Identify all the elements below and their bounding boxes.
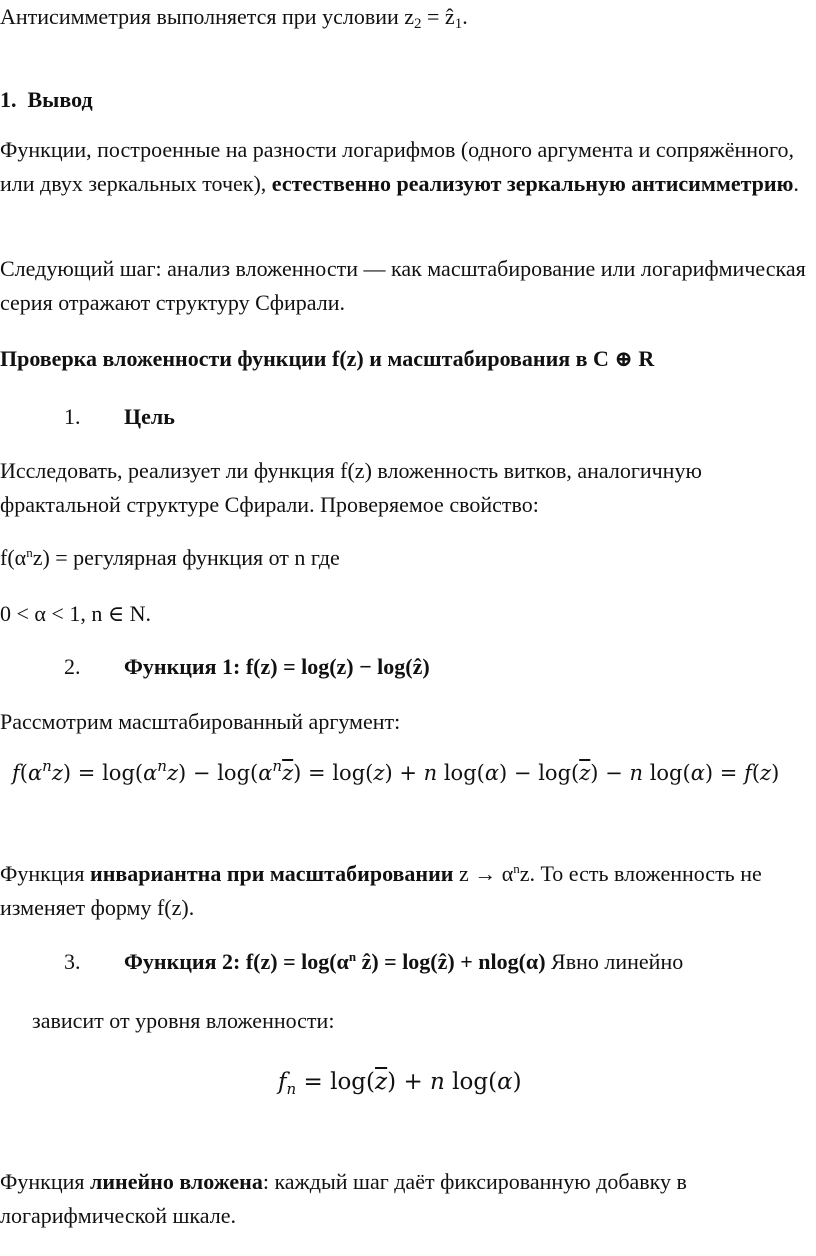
paragraph-next-step: Следующий шаг: анализ вложенности — как масштабирование или логарифмическая серия отражают структуру Сфирали. xyxy=(0,256,806,315)
paragraph-goal: Исследовать, реализует ли функция f(z) вложенность витков, аналогичную фрактальной структуре Сфирали. Проверяемое свойство: xyxy=(0,458,702,517)
paragraph-conclusion: Функции, построенные на разности логарифмов (одного аргумента и сопряжённого, или двух зеркальных точек), естественно реализуют зеркальную антисимметрию. xyxy=(0,137,799,196)
paragraph-invariant: Функция инвариантна при масштабировании $z \to \alpha^nz$. То есть вложенность не изменяет форму f(z). xyxy=(0,861,762,920)
paragraph-depends: зависит от уровня вложенности: xyxy=(32,1008,335,1033)
list-item-goal: 1. Цель xyxy=(64,404,175,429)
list-item-function-2: 3. Функция 2: $f(z) = \log(\alpha^n$ ẑ) = log(ẑ) + nlog(α) Явно линейно xyxy=(64,949,684,974)
intro-line: Антисимметрия выполняется при условии $z_2$ = ẑ$_1$. xyxy=(0,4,468,32)
paragraph-consider: Рассмотрим масштабированный аргумент: xyxy=(0,709,401,734)
paragraph-linear: Функция линейно вложена: каждый шаг даёт фиксированную добавку в логарифмической шкале. xyxy=(0,1169,687,1228)
paragraph-property: $f(\alpha^nz)$ = регулярная функция от n где xyxy=(0,545,340,570)
section-heading-conclusion: 1. Вывод xyxy=(0,87,93,112)
section-heading-nesting: Проверка вложенности функции f(z) и масштабирования в C ⊕ R xyxy=(0,346,655,371)
equation-linear: $f_n = \log(\overline{z}) + n$ log(α) xyxy=(278,1069,522,1098)
list-item-function-1: 2. Функция 1: f(z) = log(z) − log(ẑ) xyxy=(64,654,430,679)
equation-scaling: $f(\alpha^nz) = \log(\alpha^nz) - \log(\alpha^n\overline{z}) = \log(z) + n$ $\log(\alpha) - \log(\overline{z}) - n$ log(α) = f(z) xyxy=(12,757,780,785)
paragraph-condition: 0 < α < 1, n ∈ N. xyxy=(0,601,152,626)
